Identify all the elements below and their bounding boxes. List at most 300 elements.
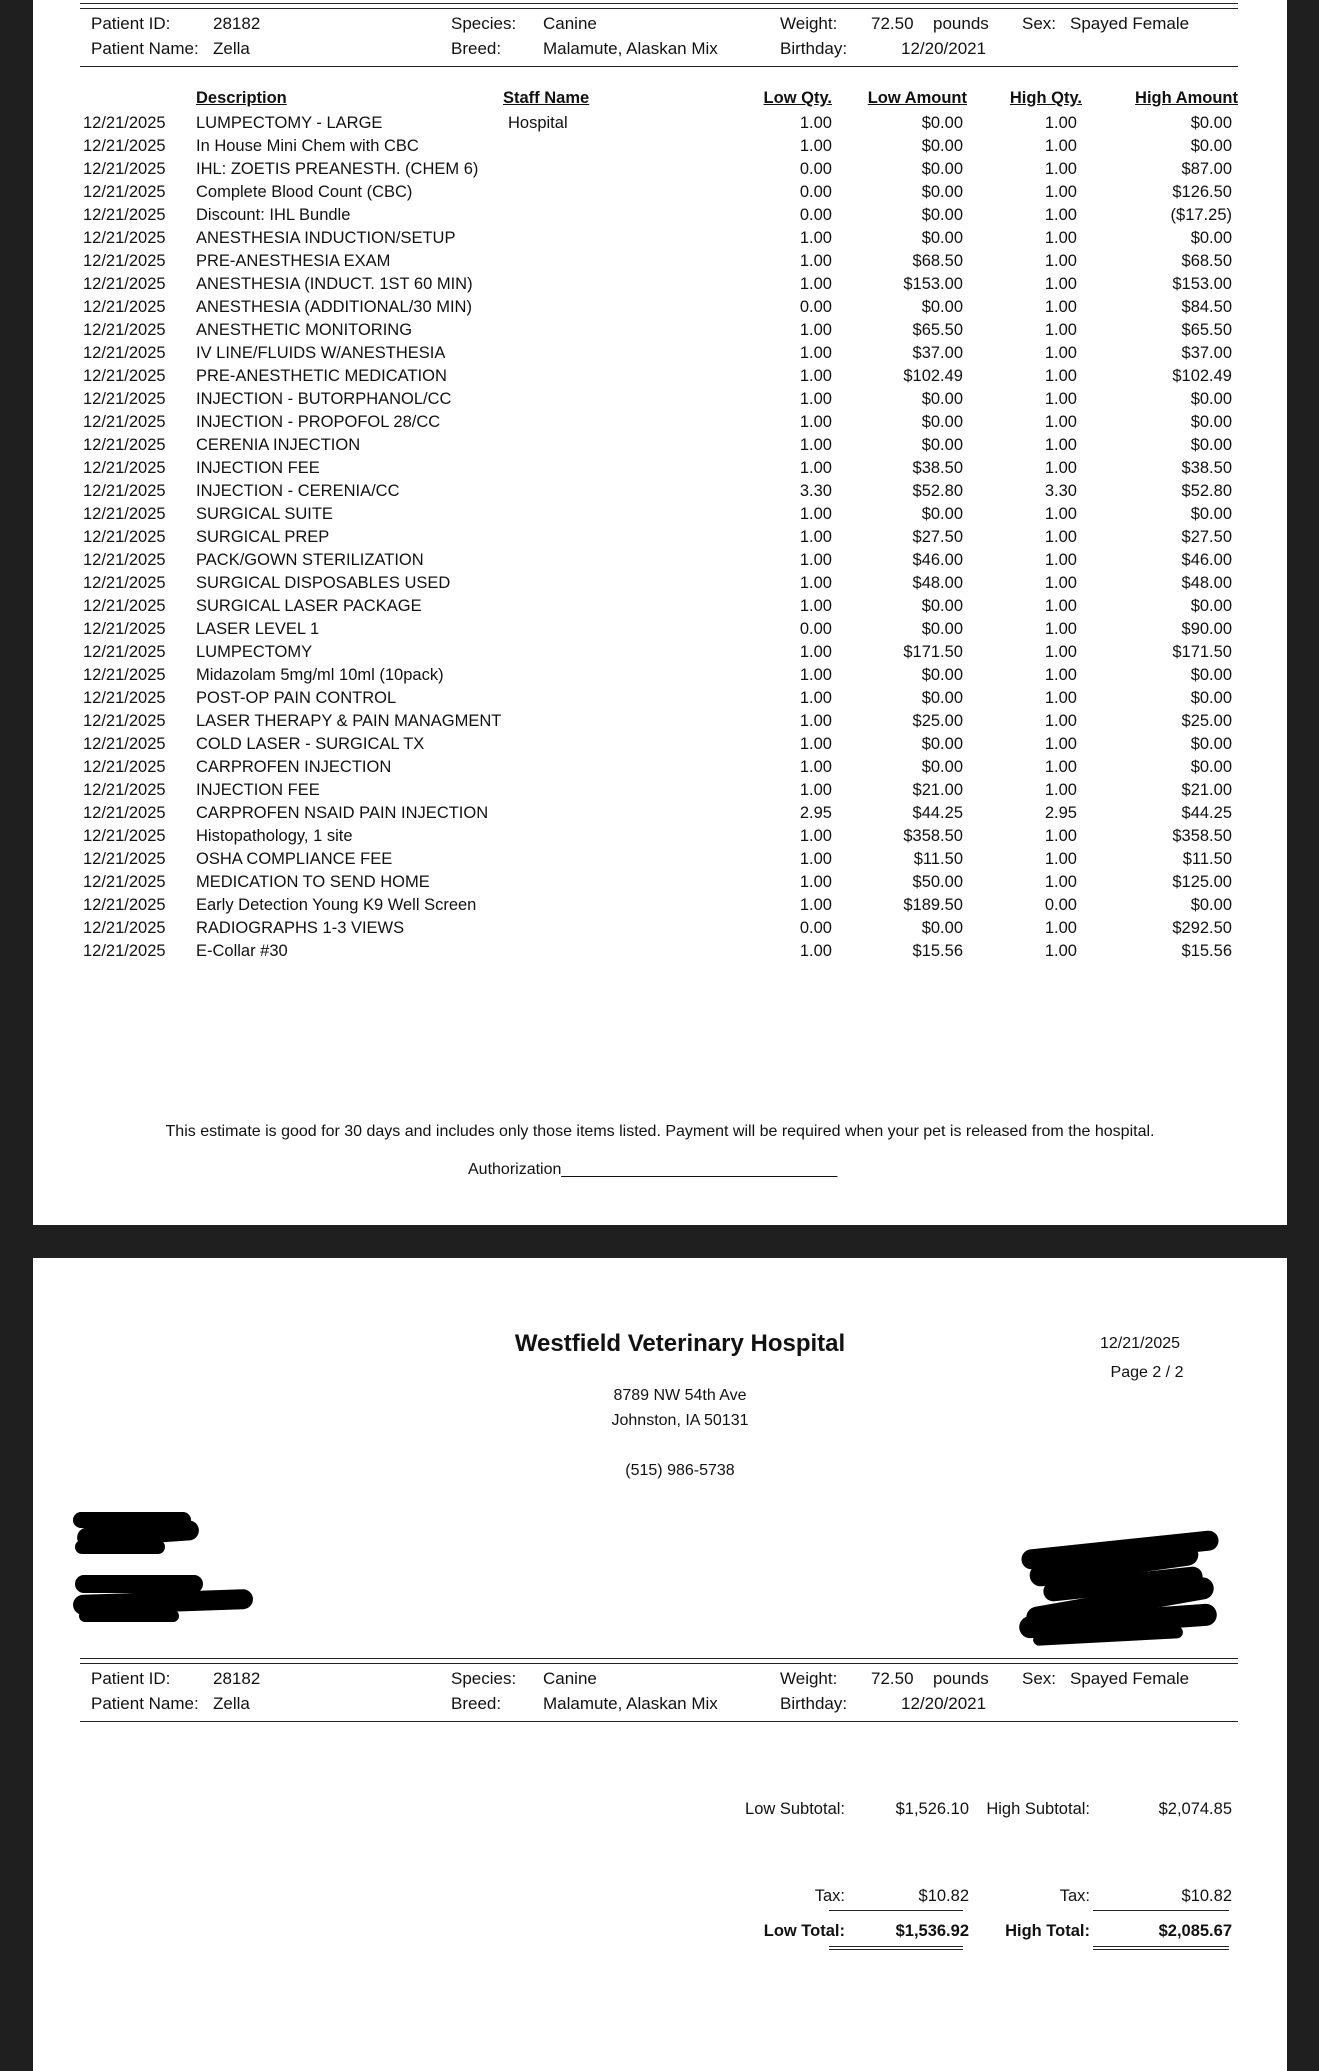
low-tax-underline	[829, 1910, 963, 1911]
row-low-qty: 1.00	[799, 275, 832, 293]
row-low-amount: $0.00	[921, 160, 963, 178]
row-low-amount: $0.00	[921, 206, 963, 224]
birthday-label: Birthday:	[780, 39, 848, 58]
row-low-amount: $0.00	[921, 183, 963, 201]
col-low-qty-header: Low Qty.	[763, 89, 832, 107]
species-label: Species:	[451, 1669, 517, 1688]
table-row	[33, 711, 1287, 734]
row-date: 12/21/2025	[83, 183, 166, 201]
row-date: 12/21/2025	[83, 275, 166, 293]
birthday-value: 12/20/2021	[901, 1694, 987, 1713]
row-high-amount: $11.50	[1182, 850, 1232, 868]
row-date: 12/21/2025	[83, 505, 166, 523]
weight-unit: pounds	[933, 14, 989, 33]
weight-label: Weight:	[780, 14, 838, 33]
row-high-amount: $0.00	[1190, 735, 1232, 753]
row-description: E-Collar #30	[196, 942, 288, 960]
row-date: 12/21/2025	[83, 252, 166, 270]
table-row	[33, 803, 1287, 826]
row-low-amount: $44.25	[912, 804, 963, 822]
row-low-qty: 1.00	[799, 321, 832, 339]
row-low-qty: 2.95	[799, 804, 832, 822]
row-description: ANESTHETIC MONITORING	[196, 321, 413, 339]
row-description: In House Mini Chem with CBC	[196, 137, 419, 155]
row-high-amount: $44.25	[1181, 804, 1232, 822]
col-low-amount-header: Low Amount	[867, 89, 967, 107]
table-row	[33, 619, 1287, 642]
row-description: SURGICAL DISPOSABLES USED	[196, 574, 451, 592]
table-row	[33, 918, 1287, 941]
sex-value: Spayed Female	[1070, 1669, 1190, 1688]
row-high-amount: $65.50	[1181, 321, 1232, 339]
breed-value: Malamute, Alaskan Mix	[543, 1694, 718, 1713]
row-description: ANESTHESIA (INDUCT. 1ST 60 MIN)	[196, 275, 473, 293]
row-low-amount: $358.50	[903, 827, 963, 845]
row-high-qty: 1.00	[1044, 643, 1077, 661]
table-row	[33, 665, 1287, 688]
row-description: IHL: ZOETIS PREANESTH. (CHEM 6)	[196, 160, 479, 178]
row-description: Midazolam 5mg/ml 10ml (10pack)	[196, 666, 444, 684]
sex-label: Sex:	[1022, 1669, 1057, 1688]
row-low-amount: $48.00	[912, 574, 963, 592]
row-high-qty: 1.00	[1044, 183, 1077, 201]
row-description: POST-OP PAIN CONTROL	[196, 689, 397, 707]
row-low-qty: 1.00	[799, 252, 832, 270]
row-low-qty: 0.00	[799, 206, 832, 224]
row-low-qty: 1.00	[799, 574, 832, 592]
row-high-qty: 1.00	[1044, 344, 1077, 362]
row-date: 12/21/2025	[83, 321, 166, 339]
row-date: 12/21/2025	[83, 942, 166, 960]
table-row	[33, 389, 1287, 412]
row-description: IV LINE/FLUIDS W/ANESTHESIA	[196, 344, 446, 362]
row-description: PRE-ANESTHESIA EXAM	[196, 252, 391, 270]
estimate-page-1	[33, 0, 1287, 1225]
row-date: 12/21/2025	[83, 137, 166, 155]
row-date: 12/21/2025	[83, 390, 166, 408]
table-row	[33, 182, 1287, 205]
row-low-qty: 1.00	[799, 459, 832, 477]
row-low-amount: $68.50	[912, 252, 963, 270]
patient-id-label: Patient ID:	[91, 14, 171, 33]
row-high-qty: 1.00	[1044, 735, 1077, 753]
row-low-amount: $0.00	[921, 666, 963, 684]
row-high-amount: $171.50	[1172, 643, 1232, 661]
row-high-qty: 1.00	[1044, 321, 1077, 339]
table-row	[33, 366, 1287, 389]
page2-top-rule-2	[80, 1663, 1238, 1664]
row-description: LUMPECTOMY	[196, 643, 313, 661]
row-low-qty: 0.00	[799, 919, 832, 937]
row-low-amount: $0.00	[921, 505, 963, 523]
row-high-qty: 1.00	[1044, 229, 1077, 247]
high-tax-value: $10.82	[1181, 1887, 1232, 1905]
row-high-qty: 1.00	[1044, 160, 1077, 178]
row-description: SURGICAL LASER PACKAGE	[196, 597, 422, 615]
row-low-qty: 1.00	[799, 413, 832, 431]
patient-id-label: Patient ID:	[91, 1669, 171, 1688]
row-description: SURGICAL SUITE	[196, 505, 333, 523]
row-high-amount: $90.00	[1181, 620, 1232, 638]
row-high-qty: 1.00	[1044, 505, 1077, 523]
low-tax-value: $10.82	[918, 1887, 969, 1905]
table-row	[33, 320, 1287, 343]
row-high-qty: 1.00	[1044, 137, 1077, 155]
row-low-qty: 1.00	[799, 827, 832, 845]
row-date: 12/21/2025	[83, 735, 166, 753]
row-high-qty: 1.00	[1044, 367, 1077, 385]
row-high-qty: 1.00	[1044, 850, 1077, 868]
row-low-qty: 1.00	[799, 597, 832, 615]
row-high-amount: $46.00	[1181, 551, 1232, 569]
row-high-amount: $126.50	[1172, 183, 1232, 201]
table-row	[33, 550, 1287, 573]
low-total-label: Low Total:	[763, 1922, 845, 1940]
row-high-qty: 0.00	[1044, 896, 1077, 914]
row-low-qty: 0.00	[799, 183, 832, 201]
row-high-qty: 1.00	[1044, 758, 1077, 776]
row-low-qty: 1.00	[799, 344, 832, 362]
row-low-qty: 1.00	[799, 229, 832, 247]
row-date: 12/21/2025	[83, 160, 166, 178]
table-row	[33, 113, 1287, 136]
row-date: 12/21/2025	[83, 597, 166, 615]
row-low-amount: $0.00	[921, 137, 963, 155]
row-low-qty: 1.00	[799, 390, 832, 408]
high-tax-underline	[1093, 1910, 1229, 1911]
table-row	[33, 504, 1287, 527]
row-low-qty: 1.00	[799, 643, 832, 661]
row-low-qty: 1.00	[799, 689, 832, 707]
row-low-amount: $0.00	[921, 597, 963, 615]
high-subtotal-value: $2,074.85	[1158, 1800, 1232, 1818]
row-description: INJECTION FEE	[196, 781, 320, 799]
row-date: 12/21/2025	[83, 298, 166, 316]
weight-label: Weight:	[780, 1669, 838, 1688]
birthday-value: 12/20/2021	[901, 39, 987, 58]
row-high-amount: $38.50	[1181, 459, 1232, 477]
row-high-amount: $52.80	[1181, 482, 1232, 500]
row-high-qty: 1.00	[1044, 827, 1077, 845]
row-date: 12/21/2025	[83, 528, 166, 546]
row-high-amount: $48.00	[1181, 574, 1232, 592]
table-row	[33, 297, 1287, 320]
row-low-amount: $0.00	[921, 436, 963, 454]
row-high-amount: $0.00	[1190, 597, 1232, 615]
row-high-qty: 1.00	[1044, 436, 1077, 454]
row-high-amount: $37.00	[1181, 344, 1232, 362]
table-row	[33, 228, 1287, 251]
col-high-qty-header: High Qty.	[1009, 89, 1082, 107]
row-date: 12/21/2025	[83, 206, 166, 224]
row-date: 12/21/2025	[83, 689, 166, 707]
row-low-amount: $50.00	[912, 873, 963, 891]
row-high-qty: 1.00	[1044, 574, 1077, 592]
row-description: INJECTION FEE	[196, 459, 320, 477]
row-date: 12/21/2025	[83, 551, 166, 569]
high-total-label: High Total:	[1005, 1922, 1090, 1940]
row-low-amount: $0.00	[921, 689, 963, 707]
row-low-amount: $0.00	[921, 758, 963, 776]
row-low-amount: $0.00	[921, 390, 963, 408]
row-high-amount: $102.49	[1172, 367, 1232, 385]
row-date: 12/21/2025	[83, 781, 166, 799]
row-date: 12/21/2025	[83, 413, 166, 431]
row-high-qty: 1.00	[1044, 942, 1077, 960]
col-high-amount-header: High Amount	[1135, 89, 1238, 107]
row-high-qty: 1.00	[1044, 666, 1077, 684]
row-low-qty: 3.30	[799, 482, 832, 500]
row-high-amount: $0.00	[1190, 137, 1232, 155]
row-date: 12/21/2025	[83, 620, 166, 638]
row-date: 12/21/2025	[83, 804, 166, 822]
row-date: 12/21/2025	[83, 574, 166, 592]
row-high-qty: 1.00	[1044, 528, 1077, 546]
col-staff-header: Staff Name	[503, 89, 590, 107]
hospital-phone: (515) 986-5738	[625, 1462, 735, 1479]
low-subtotal-label: Low Subtotal:	[745, 1800, 845, 1818]
row-high-qty: 1.00	[1044, 712, 1077, 730]
table-row	[33, 274, 1287, 297]
row-description: Complete Blood Count (CBC)	[196, 183, 413, 201]
species-value: Canine	[543, 14, 597, 33]
row-date: 12/21/2025	[83, 712, 166, 730]
weight-unit: pounds	[933, 1669, 989, 1688]
row-low-qty: 1.00	[799, 114, 832, 132]
info-bottom-rule	[80, 66, 1238, 67]
row-high-amount: $0.00	[1190, 390, 1232, 408]
low-total-value: $1,536.92	[895, 1922, 969, 1940]
row-date: 12/21/2025	[83, 114, 166, 132]
row-low-amount: $21.00	[912, 781, 963, 799]
table-row	[33, 205, 1287, 228]
row-date: 12/21/2025	[83, 758, 166, 776]
row-low-amount: $37.00	[912, 344, 963, 362]
row-high-amount: $358.50	[1172, 827, 1232, 845]
top-rule-2	[80, 8, 1238, 9]
row-high-amount: $0.00	[1190, 114, 1232, 132]
row-description: ANESTHESIA INDUCTION/SETUP	[196, 229, 456, 247]
row-date: 12/21/2025	[83, 896, 166, 914]
row-low-amount: $189.50	[903, 896, 963, 914]
row-description: ANESTHESIA (ADDITIONAL/30 MIN)	[196, 298, 472, 316]
row-description: OSHA COMPLIANCE FEE	[196, 850, 393, 868]
row-date: 12/21/2025	[83, 850, 166, 868]
row-description: LASER LEVEL 1	[196, 620, 320, 638]
row-low-amount: $65.50	[912, 321, 963, 339]
row-low-amount: $52.80	[912, 482, 963, 500]
row-date: 12/21/2025	[83, 873, 166, 891]
estimate-disclaimer: This estimate is good for 30 days and includes only those items listed. Payment will be required when your pet is released from the hospital.	[165, 1123, 1155, 1140]
table-row	[33, 573, 1287, 596]
sex-label: Sex:	[1022, 14, 1057, 33]
patient-name-label: Patient Name:	[91, 39, 199, 58]
row-high-qty: 3.30	[1044, 482, 1077, 500]
table-row	[33, 458, 1287, 481]
table-row	[33, 941, 1287, 964]
row-high-amount: $0.00	[1190, 666, 1232, 684]
hospital-address-2: Johnston, IA 50131	[611, 1412, 749, 1429]
row-date: 12/21/2025	[83, 827, 166, 845]
patient-id-value: 28182	[213, 1669, 261, 1688]
row-low-amount: $0.00	[921, 114, 963, 132]
row-low-qty: 1.00	[799, 873, 832, 891]
row-description: COLD LASER - SURGICAL TX	[196, 735, 425, 753]
row-low-qty: 1.00	[799, 758, 832, 776]
row-high-qty: 1.00	[1044, 114, 1077, 132]
high-tax-label: Tax:	[1059, 1887, 1090, 1905]
row-high-amount: $0.00	[1190, 505, 1232, 523]
row-date: 12/21/2025	[83, 367, 166, 385]
table-row	[33, 757, 1287, 780]
row-low-amount: $0.00	[921, 298, 963, 316]
authorization-line: Authorization_______________________________	[468, 1161, 838, 1178]
row-low-qty: 1.00	[799, 666, 832, 684]
row-low-qty: 1.00	[799, 551, 832, 569]
estimate-page-2	[33, 1258, 1287, 2071]
row-date: 12/21/2025	[83, 436, 166, 454]
row-high-qty: 1.00	[1044, 298, 1077, 316]
row-date: 12/21/2025	[83, 344, 166, 362]
table-row	[33, 826, 1287, 849]
breed-value: Malamute, Alaskan Mix	[543, 39, 718, 58]
row-high-qty: 1.00	[1044, 206, 1077, 224]
row-high-amount: ($17.25)	[1170, 206, 1232, 224]
row-low-amount: $0.00	[921, 413, 963, 431]
row-high-amount: $21.00	[1181, 781, 1232, 799]
row-description: LUMPECTOMY - LARGE	[196, 114, 383, 132]
row-low-amount: $153.00	[903, 275, 963, 293]
row-description: RADIOGRAPHS 1-3 VIEWS	[196, 919, 405, 937]
row-date: 12/21/2025	[83, 459, 166, 477]
table-row	[33, 688, 1287, 711]
row-low-qty: 1.00	[799, 137, 832, 155]
row-description: INJECTION - CERENIA/CC	[196, 482, 400, 500]
high-total-double-underline	[1093, 1946, 1229, 1950]
row-high-amount: $292.50	[1172, 919, 1232, 937]
row-low-qty: 1.00	[799, 528, 832, 546]
row-high-qty: 1.00	[1044, 919, 1077, 937]
row-description: LASER THERAPY & PAIN MANAGMENT	[196, 712, 501, 730]
row-high-qty: 1.00	[1044, 275, 1077, 293]
row-low-amount: $15.56	[912, 942, 963, 960]
row-high-qty: 1.00	[1044, 459, 1077, 477]
row-low-qty: 1.00	[799, 367, 832, 385]
row-low-amount: $0.00	[921, 735, 963, 753]
sex-value: Spayed Female	[1070, 14, 1190, 33]
row-description: CARPROFEN NSAID PAIN INJECTION	[196, 804, 489, 822]
high-total-value: $2,085.67	[1158, 1922, 1232, 1940]
row-high-qty: 1.00	[1044, 873, 1077, 891]
row-staff: Hospital	[508, 114, 568, 132]
row-date: 12/21/2025	[83, 229, 166, 247]
row-low-amount: $27.50	[912, 528, 963, 546]
row-high-qty: 1.00	[1044, 413, 1077, 431]
row-description: Histopathology, 1 site	[196, 827, 353, 845]
row-high-amount: $0.00	[1190, 229, 1232, 247]
row-description: PACK/GOWN STERILIZATION	[196, 551, 424, 569]
species-value: Canine	[543, 1669, 597, 1688]
table-row	[33, 527, 1287, 550]
row-high-qty: 1.00	[1044, 597, 1077, 615]
print-date: 12/21/2025	[1099, 1335, 1181, 1352]
row-low-qty: 0.00	[799, 298, 832, 316]
patient-name-label: Patient Name:	[91, 1694, 199, 1713]
table-row	[33, 895, 1287, 918]
hospital-address-1: 8789 NW 54th Ave	[613, 1387, 747, 1404]
row-high-amount: $0.00	[1190, 896, 1232, 914]
row-low-qty: 1.00	[799, 735, 832, 753]
row-high-amount: $125.00	[1172, 873, 1232, 891]
row-high-amount: $0.00	[1190, 413, 1232, 431]
row-low-amount: $38.50	[912, 459, 963, 477]
row-low-amount: $102.49	[903, 367, 963, 385]
row-low-amount: $46.00	[912, 551, 963, 569]
row-high-qty: 1.00	[1044, 252, 1077, 270]
high-subtotal-label: High Subtotal:	[986, 1800, 1090, 1818]
row-low-qty: 1.00	[799, 942, 832, 960]
row-low-amount: $0.00	[921, 620, 963, 638]
row-high-amount: $68.50	[1181, 252, 1232, 270]
birthday-label: Birthday:	[780, 1694, 848, 1713]
weight-value: 72.50	[871, 14, 914, 33]
row-low-amount: $0.00	[921, 919, 963, 937]
row-low-qty: 1.00	[799, 850, 832, 868]
row-date: 12/21/2025	[83, 919, 166, 937]
row-high-amount: $27.50	[1181, 528, 1232, 546]
row-high-amount: $0.00	[1190, 758, 1232, 776]
table-row	[33, 734, 1287, 757]
row-date: 12/21/2025	[83, 643, 166, 661]
hospital-name: Westfield Veterinary Hospital	[514, 1330, 846, 1357]
low-tax-label: Tax:	[814, 1887, 845, 1905]
table-row	[33, 481, 1287, 504]
patient-name-value: Zella	[213, 1694, 250, 1713]
row-description: SURGICAL PREP	[196, 528, 330, 546]
patient-name-value: Zella	[213, 39, 250, 58]
row-high-qty: 2.95	[1044, 804, 1077, 822]
row-description: MEDICATION TO SEND HOME	[196, 873, 430, 891]
row-date: 12/21/2025	[83, 666, 166, 684]
row-low-qty: 1.00	[799, 712, 832, 730]
row-low-qty: 1.00	[799, 896, 832, 914]
row-high-amount: $84.50	[1181, 298, 1232, 316]
row-high-amount: $0.00	[1190, 436, 1232, 454]
row-high-amount: $15.56	[1181, 942, 1232, 960]
row-description: INJECTION - BUTORPHANOL/CC	[196, 390, 452, 408]
breed-label: Breed:	[451, 39, 502, 58]
row-low-amount: $25.00	[912, 712, 963, 730]
page2-info-bottom-rule	[80, 1721, 1238, 1722]
table-row	[33, 872, 1287, 895]
row-low-qty: 0.00	[799, 620, 832, 638]
table-row	[33, 435, 1287, 458]
row-high-qty: 1.00	[1044, 781, 1077, 799]
row-date: 12/21/2025	[83, 482, 166, 500]
row-description: CERENIA INJECTION	[196, 436, 361, 454]
row-high-amount: $0.00	[1190, 689, 1232, 707]
row-description: PRE-ANESTHETIC MEDICATION	[196, 367, 447, 385]
low-subtotal-value: $1,526.10	[895, 1800, 969, 1818]
table-row	[33, 251, 1287, 274]
table-row	[33, 412, 1287, 435]
low-total-double-underline	[829, 1946, 963, 1950]
table-row	[33, 596, 1287, 619]
weight-value: 72.50	[871, 1669, 914, 1688]
row-high-qty: 1.00	[1044, 620, 1077, 638]
breed-label: Breed:	[451, 1694, 502, 1713]
table-row	[33, 849, 1287, 872]
